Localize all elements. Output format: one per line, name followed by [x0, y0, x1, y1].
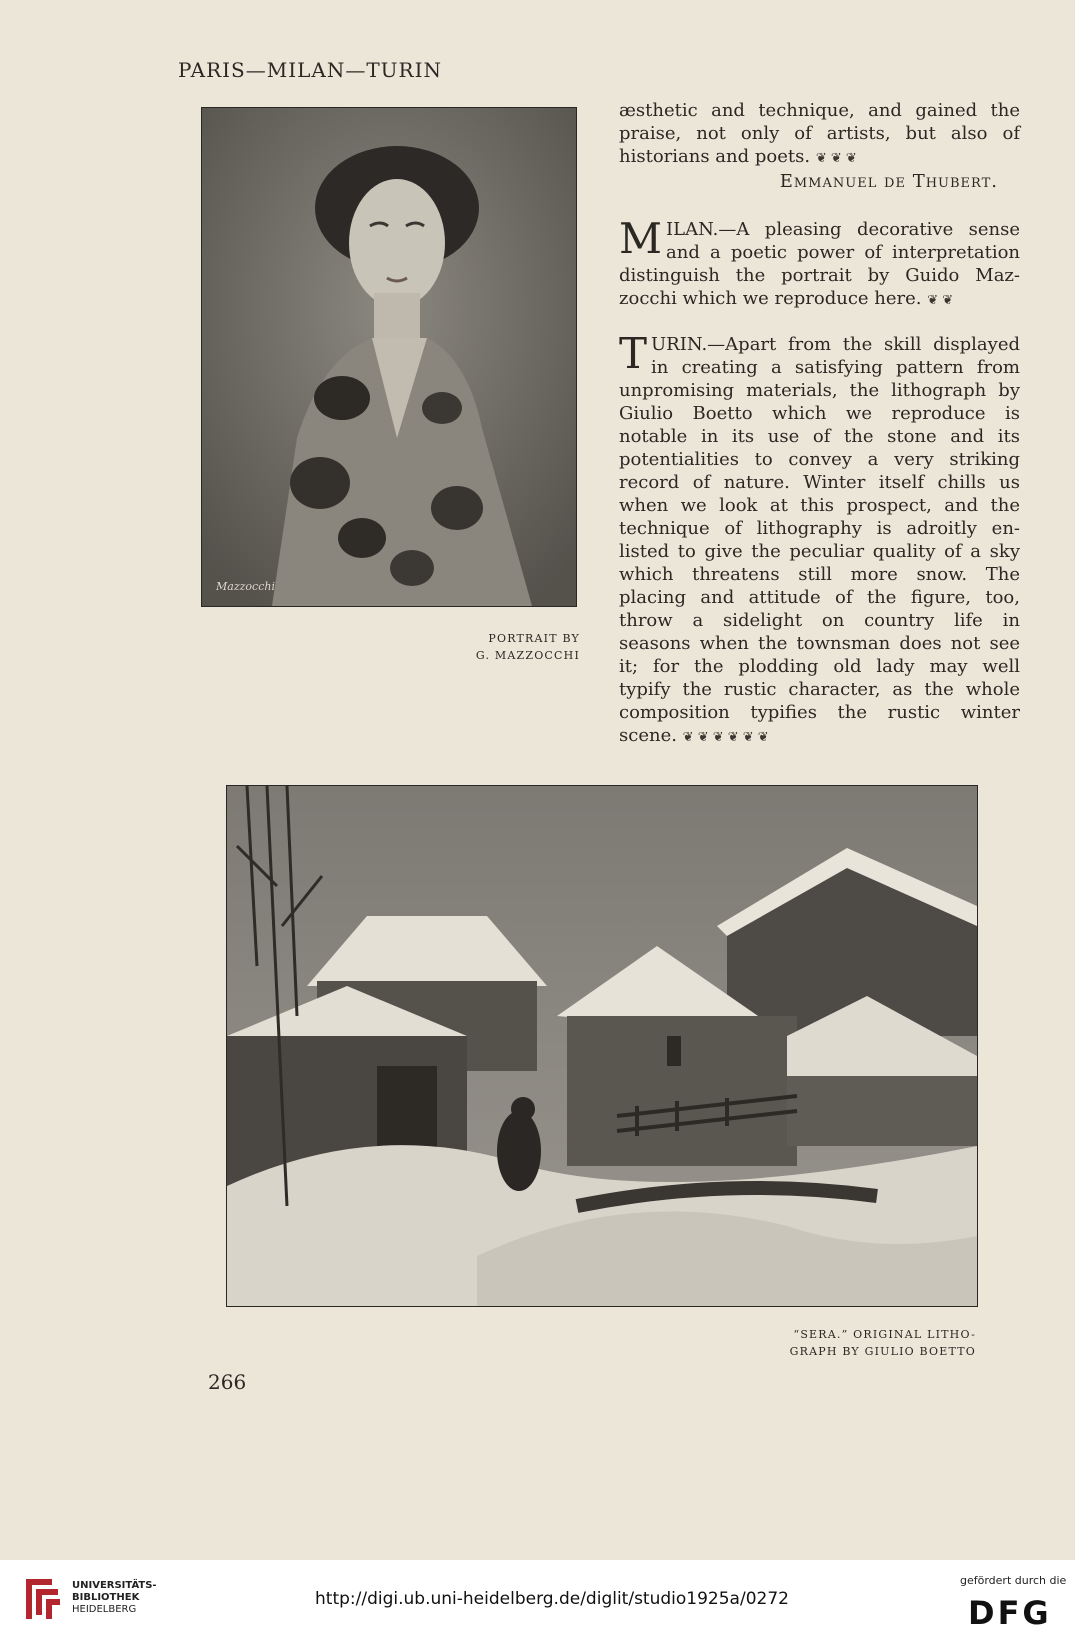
leaf-ornament: ❦ ❦ ❦ ❦ ❦ ❦ [682, 730, 769, 745]
text-line: seasons when the townsman does not see [619, 633, 1020, 654]
portrait-caption [430, 630, 580, 664]
text-line: when we look at this prospect, and the [619, 495, 1020, 516]
running-head: PARIS—MILAN—TURIN [178, 58, 442, 82]
caption-line: G. MAZZOCCHI [475, 649, 580, 662]
text-line: Giulio Boetto which we reproduce is [619, 403, 1020, 424]
lithograph-caption [720, 1326, 976, 1360]
lithograph-illustration [226, 785, 978, 1307]
paragraph-thubert [619, 99, 1020, 193]
funder-logo: DFG [968, 1594, 1052, 1632]
text-line: distinguish the portrait by Guido Maz- [619, 265, 1020, 286]
text-line: technique of lithography is adroitly en- [619, 518, 1020, 539]
library-name [72, 1580, 157, 1616]
text-line: æsthetic and technique, and gained the [619, 100, 1020, 121]
author-signature: Emmanuel de Thubert. [779, 171, 998, 192]
text-line: typify the rustic character, as the whole [619, 679, 1020, 700]
caption-line: “SERA.” ORIGINAL LITHO- [793, 1328, 976, 1341]
text-span: historians and poets. [619, 146, 811, 167]
text-line: URIN.—Apart from the skill displayed [651, 334, 1020, 355]
text-line: ILAN.—A pleasing decorative sense [666, 219, 1020, 240]
text-line: in creating a satisfying pattern from [651, 357, 1020, 378]
text-line [619, 287, 1020, 312]
leaf-ornament: ❦ ❦ [927, 293, 954, 308]
text-line: and a poetic power of interpretation [666, 242, 1020, 263]
text-line: placing and attitude of the figure, too, [619, 587, 1020, 608]
text-span: scene. [619, 725, 677, 746]
library-logo-icon [22, 1575, 64, 1623]
text-line [619, 145, 1020, 170]
text-line: which threatens still more snow. The [619, 564, 1020, 585]
library-line: UNIVERSITÄTS- [72, 1580, 157, 1591]
caption-line: PORTRAIT BY [488, 632, 580, 645]
artist-signature: Mazzocchi [216, 580, 275, 593]
text-line: throw a sidelight on country life in [619, 610, 1020, 631]
paragraph-milan [619, 214, 1020, 312]
text-line [619, 724, 1020, 749]
drop-cap: T [619, 329, 648, 378]
portrait-illustration [201, 107, 577, 607]
drop-cap: M [619, 214, 663, 263]
text-line: it; for the plodding old lady may well [619, 656, 1020, 677]
library-line: HEIDELBERG [72, 1604, 137, 1615]
permalink[interactable]: http://digi.ub.uni-heidelberg.de/diglit/studio1925a/0272 [315, 1589, 789, 1609]
library-line: BIBLIOTHEK [72, 1592, 140, 1603]
leaf-ornament: ❦ ❦ ❦ [815, 151, 857, 166]
funder-label: gefördert durch die [960, 1574, 1067, 1587]
portrait-image [202, 108, 576, 606]
text-line: composition typifies the rustic winter [619, 702, 1020, 723]
text-line: listed to give the peculiar quality of a sky [619, 541, 1020, 562]
text-line: praise, not only of artists, but also of [619, 123, 1020, 144]
digitization-footer [0, 1560, 1075, 1636]
text-line: potentialities to convey a very striking [619, 449, 1020, 470]
text-line: unpromising materials, the lithograph by [619, 380, 1020, 401]
paragraph-turin [619, 329, 1020, 749]
text-line: notable in its use of the stone and its [619, 426, 1020, 447]
page-number: 266 [208, 1370, 247, 1394]
lithograph-image [227, 786, 977, 1306]
caption-line: GRAPH BY GIULIO BOETTO [789, 1345, 976, 1358]
text-span: zocchi which we reproduce here. [619, 288, 922, 309]
text-line: record of nature. Winter itself chills us [619, 472, 1020, 493]
